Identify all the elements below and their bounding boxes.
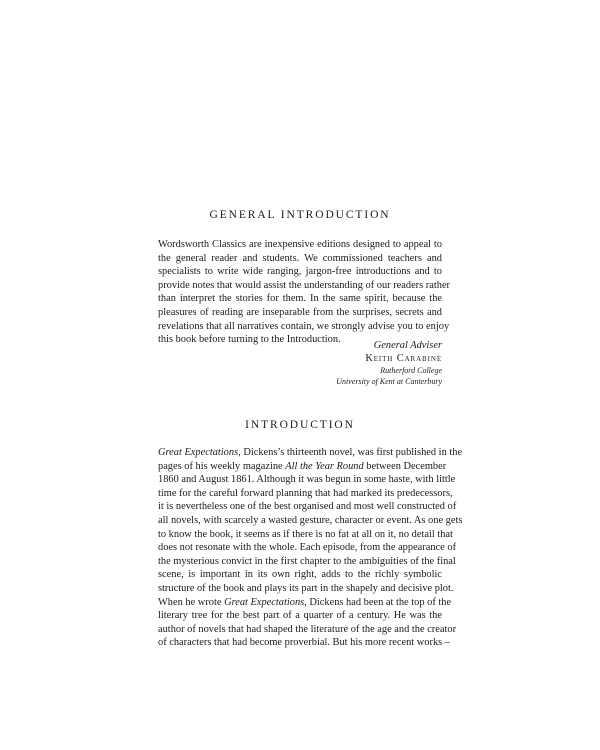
book-title: Great Expectations: [224, 596, 305, 608]
text-line: 1860 and August 1861. Although it was begun in some haste, with little: [158, 474, 456, 486]
general-introduction-body: [158, 238, 451, 347]
text-line: author of novels that had shaped the literature of the age and the creator: [158, 623, 457, 635]
general-introduction-heading: GENERAL INTRODUCTION: [209, 209, 391, 221]
text-line: all novels, with scarcely a wasted gesture, character or event. As one gets: [158, 514, 463, 526]
text-line: [158, 596, 452, 610]
text-line: [158, 446, 463, 460]
text-line: [158, 460, 447, 474]
text-line: pleasures of reading are inseparable from the surprises, secrets and: [158, 306, 442, 318]
magazine-title: All the Year Round: [285, 460, 364, 472]
text-line: the general reader and students. We commissioned teachers and: [158, 252, 442, 264]
adviser-name: Keith Carabine: [365, 353, 442, 364]
text-line: the mysterious convict in the first chapter to the ambiguities of the final: [158, 555, 456, 567]
text-fragment: , Dickens’s thirteenth novel, was first published in the: [238, 447, 463, 458]
text-line: does not resonate with the whole. Each episode, from the appearance of: [158, 542, 457, 554]
text-line: to know the book, it seems as if there is no fat at all on it, no detail that: [158, 528, 453, 540]
text-line: this book before turning to the Introduction.: [158, 334, 341, 346]
introduction-body: [158, 446, 463, 650]
book-title: Great Expectations: [158, 447, 239, 458]
adviser-college: Rutherford College: [380, 366, 442, 375]
introduction-heading: INTRODUCTION: [245, 419, 355, 431]
text-line: Wordsworth Classics are inexpensive editions designed to appeal to: [158, 239, 442, 250]
text-line: revelations that all narratives contain, we strongly advise you to enjoy: [158, 320, 450, 332]
text-line: of characters that had become proverbial. But his more recent works –: [158, 637, 450, 649]
text-line: structure of the book and plays its part in the shapely and decisive plot.: [158, 582, 454, 594]
text-line: literary tree for the best part of a quarter of a century. He was the: [158, 610, 442, 622]
text-line: specialists to write wide ranging, jargon-free introductions and to: [158, 266, 442, 278]
text-line: provide notes that would assist the understanding of our readers rather: [158, 279, 451, 291]
text-fragment: pages of his weekly magazine: [158, 460, 286, 472]
text-line: time for the careful forward planning that had marked its predecessors,: [158, 487, 453, 499]
text-line: than interpret the stories for them. In the same spirit, because the: [158, 293, 442, 305]
signature-block: [158, 339, 442, 387]
text-fragment: When he wrote: [158, 596, 225, 608]
text-fragment: between December: [363, 460, 447, 472]
text-line: it is nevertheless one of the best organised and most well constructed of: [158, 501, 457, 513]
text-line: scene, is important in its own right, adds to the richly symbolic: [158, 569, 442, 581]
adviser-university: University of Kent at Canterbury: [336, 377, 442, 386]
adviser-role: General Adviser: [373, 340, 442, 351]
text-fragment: , Dickens had been at the top of the: [304, 596, 452, 608]
